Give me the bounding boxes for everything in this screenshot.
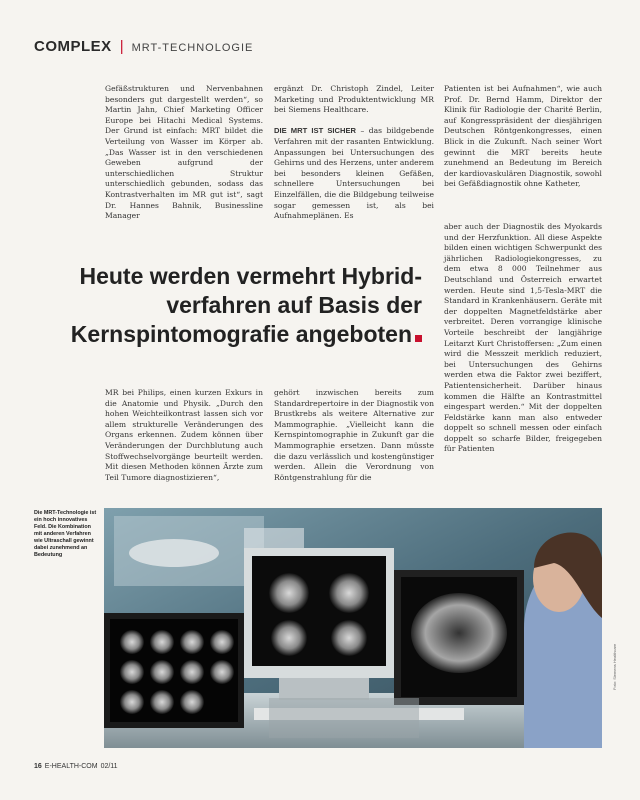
paragraph-text: ergänzt Dr. Christoph Zindel, Leiter Marketing und Produktentwicklung MR bei Siemens Healthcare. <box>274 84 434 115</box>
body-column-3-top: Patienten ist bei Aufnahmen“, wie auch Prof. Dr. Bernd Hamm, Direktor der Klinik für Radiologie der Charité Berlin, auf Kongresspräsident der diesjährigen Deutschen Röntgenkongresses, einen Blick in die Zukunft. Nach seiner Wort gewinnt die MRT bereits heute zunehmend an Bedeutung im Bereich der kardiovaskulären Diagnostik, sowohl bei Gefäßdiagnostik ohne Katheter, <box>444 84 602 189</box>
header-separator: | <box>119 38 124 55</box>
red-square-marker <box>415 335 422 342</box>
pull-quote-headline <box>62 262 422 349</box>
paragraph-text: – das bildgebende Verfahren mit der rasanten Entwicklung. Anpassungen bei Untersuchungen des Gehirns und des Herzens, unter anderem bei besonders kleinen Gefäßen, schnellere Untersuchungen bei Einzelfällen, die die Bildgebung teilweise sogar gemessen ist, als bei Aufnahmeplänen. Es <box>274 126 434 221</box>
publication-name: E-HEALTH-COM <box>44 763 98 770</box>
issue-number: 02/11 <box>100 763 118 770</box>
body-column-1-top: Gefäßstrukturen und Nervenbahnen besonders gut dargestellt werden“, so Martin Jahn, Chief Marketing Officer Europe bei Hitachi Medical Systems. Der Grund ist einfach: MRT bildet die Verteilung von Wasser im Körper ab. „Das Wasser ist in den verschiedenen Geweben aufgrund der unterschiedlichen Struktur unterschiedlich gebunden, sodass das Kontrastverhalten im MR gut ist“, sagt Dr. Hannes Bahnik, Businessline Manager <box>105 84 263 221</box>
photo-credit: Foto: Siemens Healthcare <box>612 643 617 690</box>
body-column-2-top <box>274 84 434 222</box>
body-column-1-bottom: MR bei Philips, einen kurzen Exkurs in die Anatomie und Physik. „Durch den hohen Weichteilkontrast lassen sich vor allem strukturelle Veränderungen des Organs erkennen. Zudem können über Veränderungen der Durchblutung auch Stoffwechselvorgänge beurteilt werden. Mit diesen Methoden können Ärzte zum Teil Tumore diagnostizieren“, <box>105 388 263 482</box>
mrt-workstation-photo <box>104 508 602 748</box>
paragraph-lead-in: DIE MRT IST SICHER <box>274 126 357 136</box>
body-column-3-continued: aber auch der Diagnostik des Myokards und der Herzfunktion. All diese Aspekte bilden einen wichtigen Schwerpunkt des jährlichen Radiologiekongresses, zu dem etwa 8 000 Teilnehmer aus Deutschland und Österreich erwartet werden. Heute sind 1,5-Tesla-MRT die Standard in Krankenhäusern. Geräte mit der doppelten Magnetfeldstärke aber verbreitet. Deren vorrangige klinische Vorteile beschreibt der langjährige Leitarzt Kurt Christoffersen: „Zum einen wird die Messzeit merklich reduziert, bei Untersuchungen des Gehirns werden etwa die Faktor zwei beziffert, Patientensicherheit. Darüber hinaus kommen die Hälfte an Kontrastmittel eingespart werden.“ Mit der doppelten Feldstärke kann man also entweder doppelt so schnell messen oder einfach doppelt so scharfe Bilder, freigegeben für Patienten <box>444 222 602 454</box>
headline-line-3: Kernspintomografie angeboten <box>62 320 422 349</box>
photo-caption: Die MRT-Technologie ist ein hoch innovatives Feld. Die Kombination mit anderen Verfahren wie Ultraschall gewinnt dabei zunehmend an Bedeutung <box>34 510 97 558</box>
section-label: MRT-TECHNOLOGIE <box>131 42 254 54</box>
page-footer <box>34 763 118 770</box>
body-column-2-bottom: gehört inzwischen bereits zum Standardrepertoire in der Diagnostik von Brustkrebs als weitere Alternative zur Mammographie. „Vielleicht kann die Kernspintomographie in Zukunft gar die Mammographie ersetzen. Dann müsste die dazu verlässlich und kostengünstiger werden. Allein die Verordnung von Röntgenstrahlung für die <box>274 388 434 482</box>
page-header <box>34 38 253 55</box>
headline-line-2: verfahren auf Basis der <box>166 292 422 318</box>
brand-wordmark: COMPLEX <box>34 38 112 55</box>
photo-illustration <box>104 508 602 748</box>
page-number: 16 <box>34 763 42 770</box>
headline-line-1: Heute werden vermehrt Hybrid- <box>79 263 422 289</box>
